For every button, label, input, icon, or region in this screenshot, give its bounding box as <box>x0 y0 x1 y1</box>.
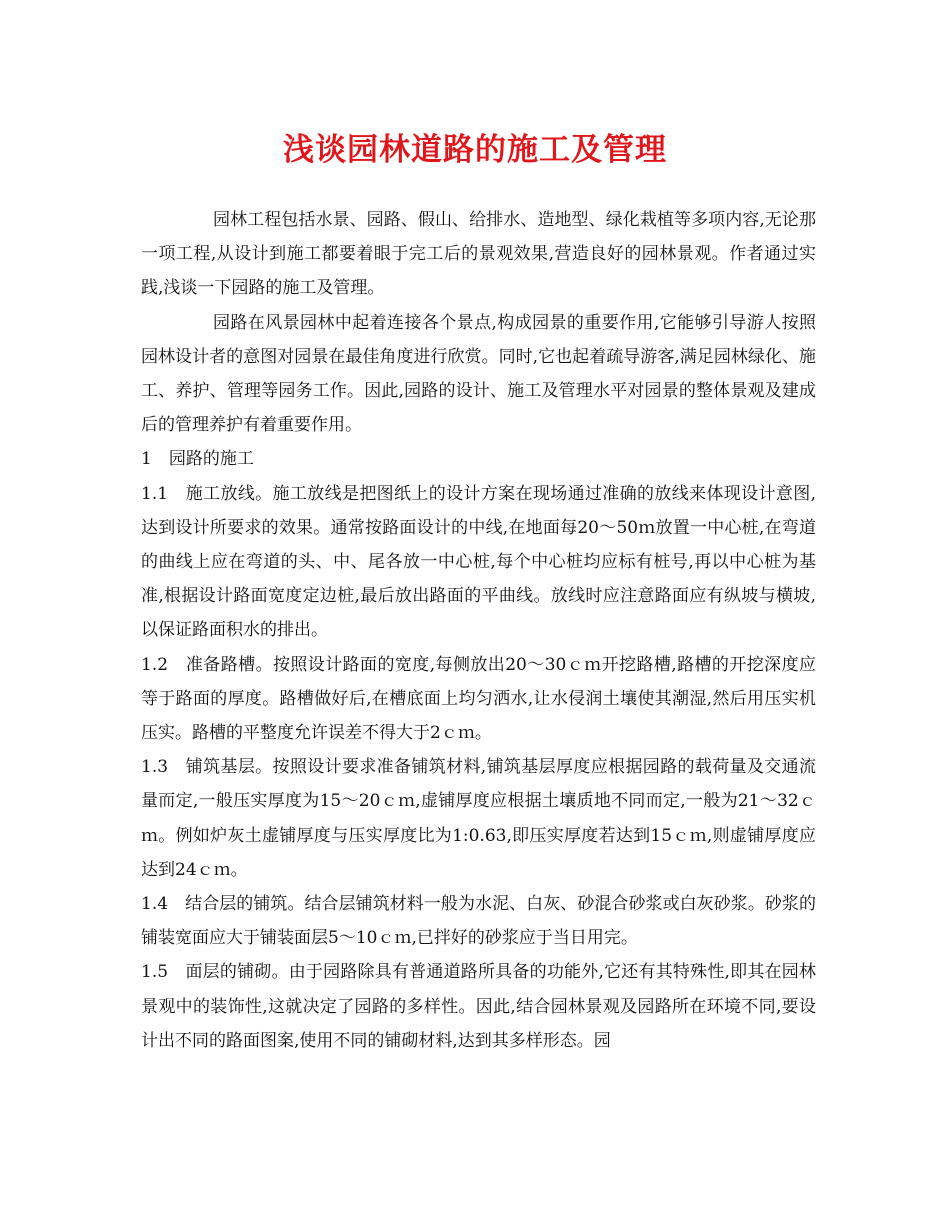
section-1-3-paragraph: 1.3 铺筑基层。按照设计要求准备铺筑材料,铺筑基层厚度应根据园路的载荷量及交通流量而定,一般压实厚度为15～20ｃｍ,虚铺厚度应根据土壤质地不同而定,一般为21～32ｃｍ。例如炉灰土虚铺厚度与压实厚度比为1:0.63,即压实厚度若达到15ｃｍ,则虚铺厚度应达到24ｃｍ。 <box>141 757 816 880</box>
document-title: 浅谈园林道路的施工及管理 <box>283 132 667 168</box>
section-1-5-paragraph: 1.5 面层的铺砌。由于园路除具有普通道路所具备的功能外,它还有其特殊性,即其在园林景观中的装饰性,这就决定了园路的多样性。因此,结合园林景观及园路所在环境不同,要设计出不同的路面图案,使用不同的铺砌材料,达到其多样形态。园 <box>141 962 816 1051</box>
section-1-1-paragraph: 1.1 施工放线。施工放线是把图纸上的设计方案在现场通过准确的放线来体现设计意图,达到设计所要求的效果。通常按路面设计的中线,在地面每20～50ｍ放置一中心桩,在弯道的曲线上应在弯道的头、中、尾各放一中心桩,每个中心桩均应标有桩号,再以中心桩为基准,根据设计路面宽度定边桩,最后放出路面的平曲线。放线时应注意路面应有纵坡与横坡,以保证路面积水的排出。 <box>141 483 816 641</box>
section-1-2-paragraph: 1.2 准备路槽。按照设计路面的宽度,每侧放出20～30ｃｍ开挖路槽,路槽的开挖深度应等于路面的厚度。路槽做好后,在槽底面上均匀洒水,让水侵润土壤使其潮湿,然后用压实机压实。路槽的平整度允许误差不得大于2ｃｍ。 <box>141 654 816 744</box>
body-paragraph-intro: 园林工程包括水景、园路、假山、给排水、造地型、绿化栽植等多项内容,无论那一项工程,从设计到施工都要着眼于完工后的景观效果,营造良好的园林景观。作者通过实践,浅谈一下园路的施工及管理。 <box>141 210 816 299</box>
document-body <box>141 203 816 1058</box>
body-paragraph-role: 园路在风景园林中起着连接各个景点,构成园景的重要作用,它能够引导游人按照园林设计者的意图对园景在最佳角度进行欣赏。同时,它也起着疏导游客,满足园林绿化、施工、养护、管理等园务工作。因此,园路的设计、施工及管理水平对园景的整体景观及建成后的管理养护有着重要作用。 <box>141 312 816 436</box>
section-1-4-paragraph: 1.4 结合层的铺筑。结合层铺筑材料一般为水泥、白灰、砂混合砂浆或白灰砂浆。砂浆的铺装宽面应大于铺装面层5～10ｃｍ,已拌好的砂浆应于当日用完。 <box>141 894 816 949</box>
section-heading-1: 1 园路的施工 <box>141 449 254 470</box>
